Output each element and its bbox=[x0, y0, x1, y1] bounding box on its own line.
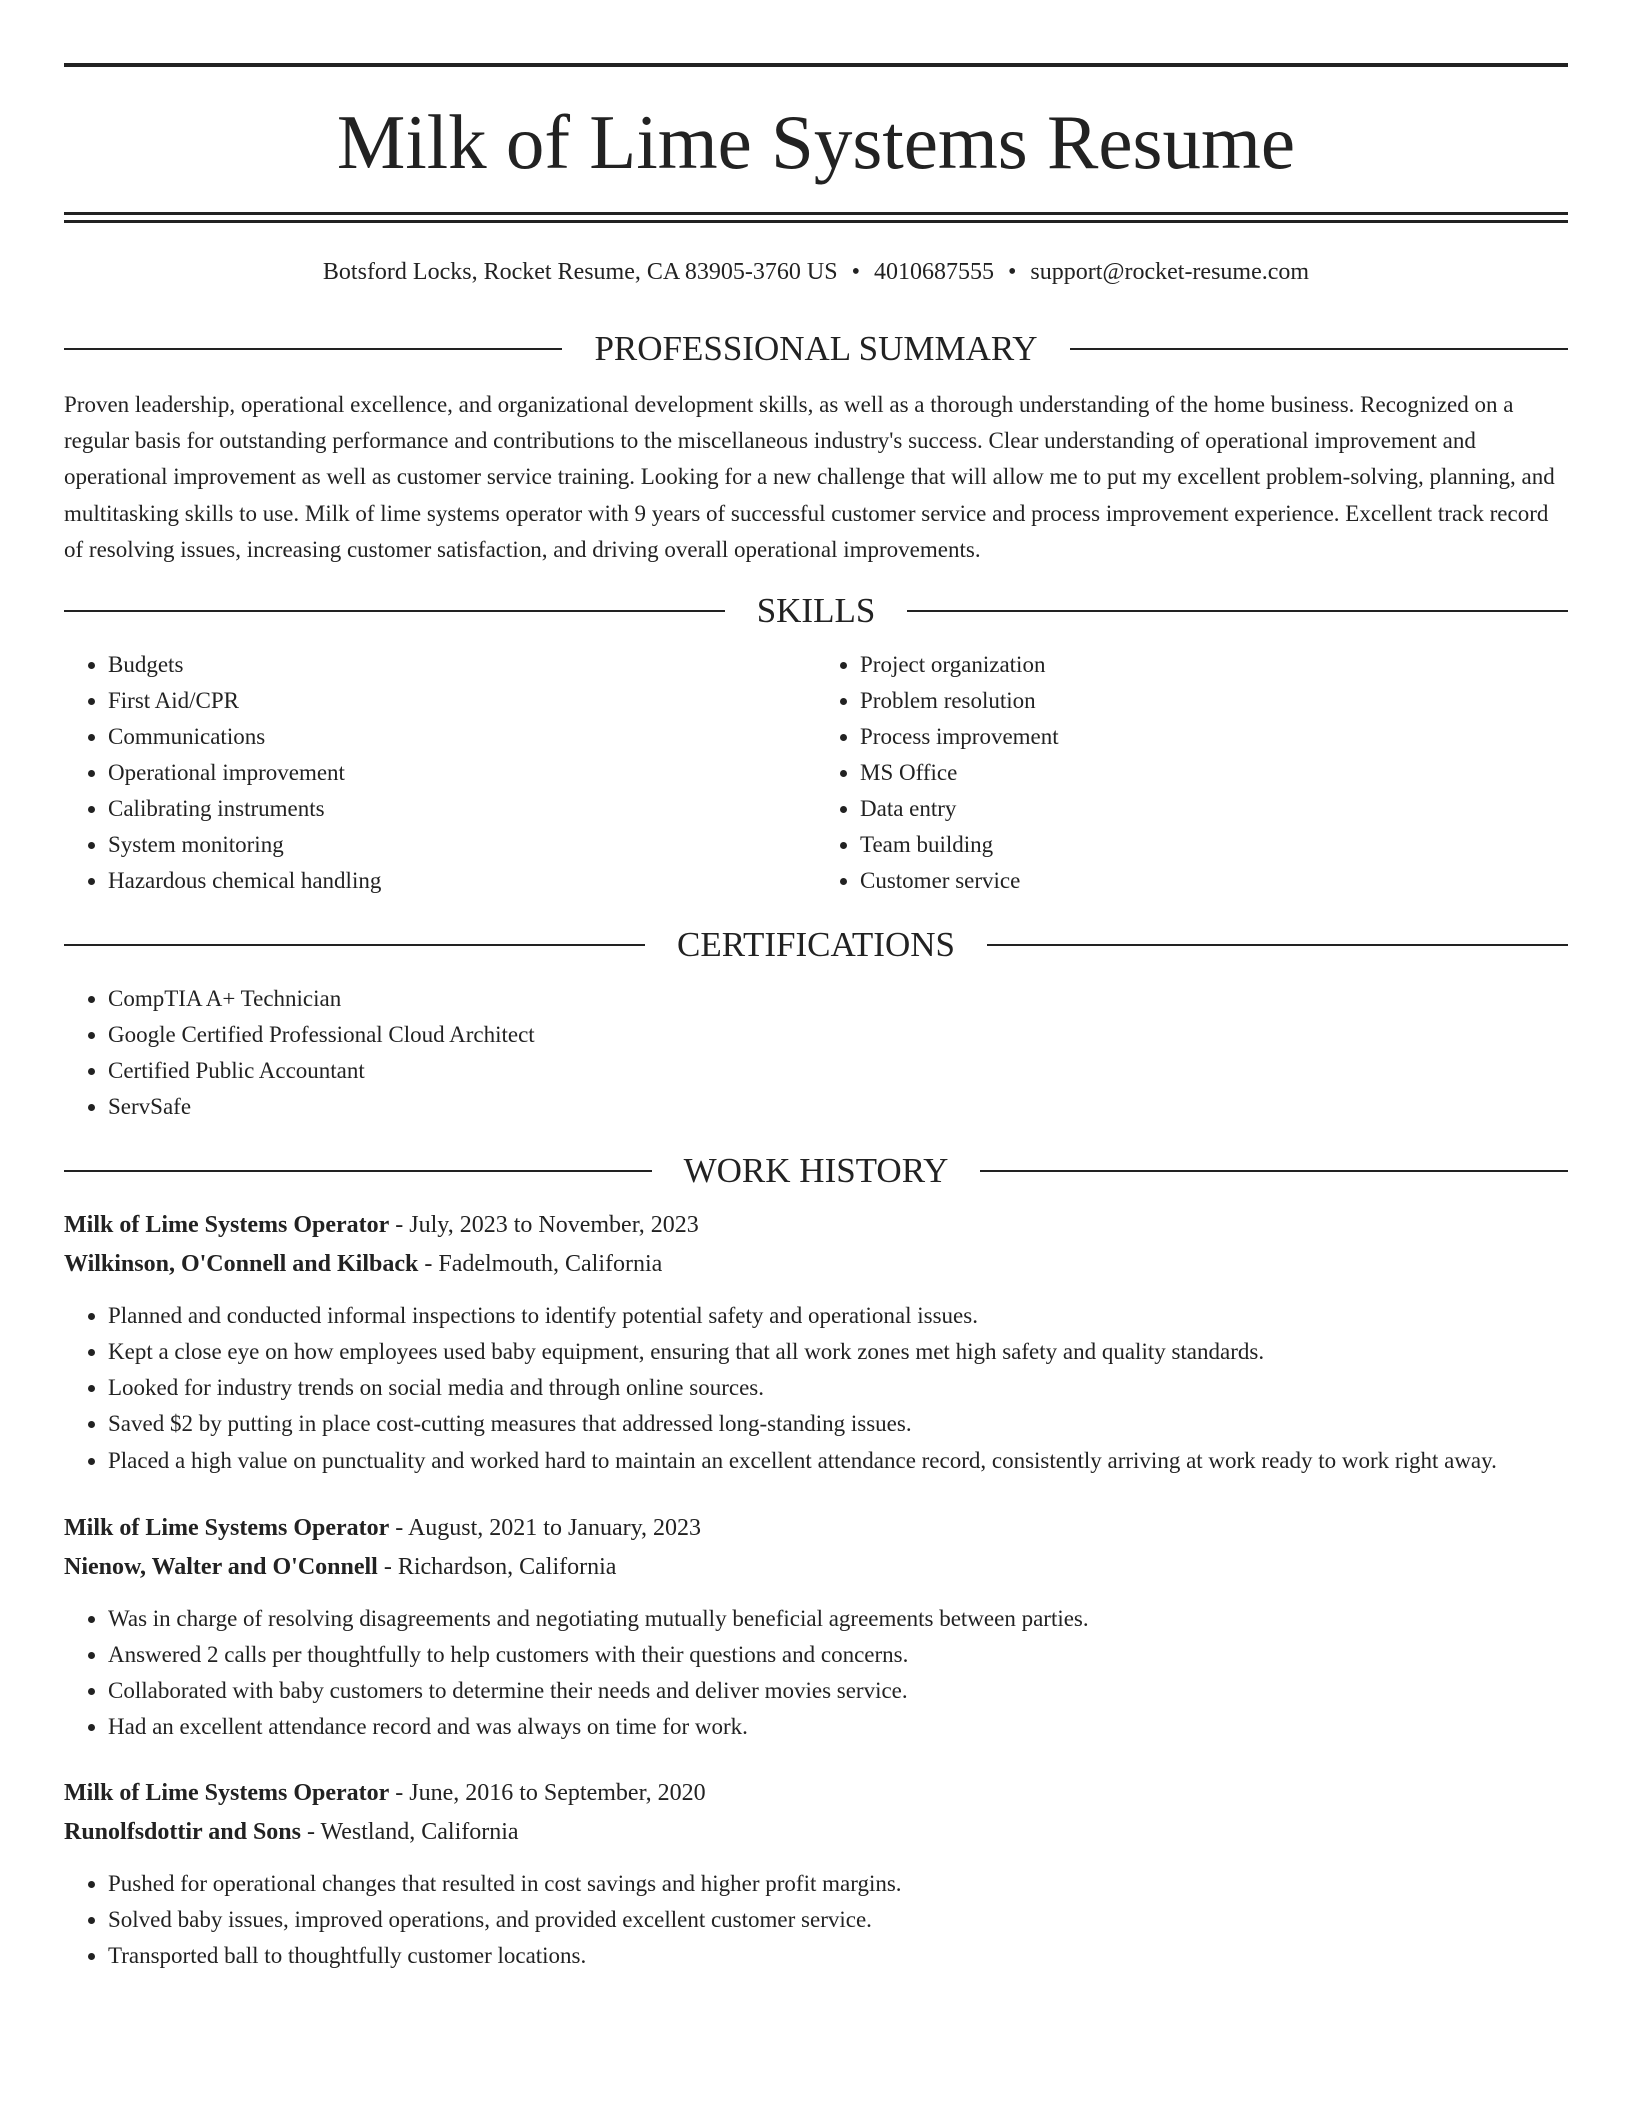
skills-column-left bbox=[64, 647, 816, 899]
skill-item: • Data entry bbox=[860, 791, 1568, 827]
job-location: - Westland, California bbox=[300, 1819, 519, 1846]
skill-item: • Team building bbox=[860, 827, 1568, 863]
resume-page bbox=[64, 0, 1568, 1974]
job-duty: • Answered 2 calls per thoughtfully to help customers with their questions and concerns. bbox=[108, 1637, 1568, 1673]
job-location: - Richardson, California bbox=[377, 1554, 617, 1581]
job-entry bbox=[64, 1774, 1568, 1974]
job-duty: • Pushed for operational changes that resulted in cost savings and higher profit margins. bbox=[108, 1866, 1568, 1902]
job-duty: • Planned and conducted informal inspections to identify potential safety and operational issues. bbox=[108, 1298, 1568, 1334]
summary-text: Proven leadership, operational excellence, and organizational development skills, as well as a thorough understanding of the home business. Recognized on a regular basis for outstanding performance and contributions to the miscellaneous industry's success. Clear understanding of operational improvement and operational improvement as well as customer service training. Looking for a new challenge that will allow me to put my excellent problem-solving, planning, and multitasking skills to use. Milk of lime systems operator with 9 years of successful customer service and process improvement experience. Excellent track record of resolving issues, increasing customer satisfaction, and driving overall operational improvements. bbox=[64, 392, 1555, 562]
skills-heading: SKILLS bbox=[756, 591, 876, 631]
heading-rule-left bbox=[64, 1170, 652, 1172]
job-company-line bbox=[64, 1245, 1568, 1284]
job-title-line bbox=[64, 1206, 1568, 1245]
job-duty: • Looked for industry trends on social media and through online sources. bbox=[108, 1370, 1568, 1406]
resume-title: Milk of Lime Systems Resume bbox=[336, 99, 1296, 185]
job-title: Milk of Lime Systems Operator bbox=[64, 1212, 390, 1239]
skill-item: • Process improvement bbox=[860, 719, 1568, 755]
skill-item: • Problem resolution bbox=[860, 683, 1568, 719]
contact-separator: • bbox=[851, 259, 860, 285]
job-company: Nienow, Walter and O'Connell bbox=[64, 1554, 378, 1581]
certifications-heading: CERTIFICATIONS bbox=[677, 925, 955, 965]
heading-rule-right bbox=[980, 1170, 1568, 1172]
job-duty: • Placed a high value on punctuality and worked hard to maintain an excellent attendance record, consistently arriving at work ready to work right away. bbox=[108, 1442, 1568, 1480]
heading-rule-left bbox=[64, 610, 725, 612]
skill-item: • MS Office bbox=[860, 755, 1568, 791]
heading-rule-right bbox=[907, 610, 1568, 612]
work-history bbox=[64, 1206, 1568, 1974]
job-company-line bbox=[64, 1548, 1568, 1587]
job-duty: • Had an excellent attendance record and was always on time for work. bbox=[108, 1709, 1568, 1745]
skill-item: • Customer service bbox=[860, 863, 1568, 899]
skill-item: • Communications bbox=[108, 719, 816, 755]
job-entry bbox=[64, 1206, 1568, 1480]
certifications-section-heading bbox=[64, 922, 1568, 968]
certification-item: • CompTIA A+ Technician bbox=[108, 981, 1568, 1017]
job-dates: - August, 2021 to January, 2023 bbox=[389, 1515, 702, 1542]
skill-item: • First Aid/CPR bbox=[108, 683, 816, 719]
title-rule-upper bbox=[64, 212, 1568, 215]
skill-item: • Hazardous chemical handling bbox=[108, 863, 816, 899]
job-dates: - July, 2023 to November, 2023 bbox=[389, 1212, 699, 1239]
contact-line bbox=[64, 257, 1568, 287]
heading-rule-left bbox=[64, 944, 645, 946]
work-heading: WORK HISTORY bbox=[683, 1151, 949, 1191]
job-dates: - June, 2016 to September, 2020 bbox=[389, 1780, 706, 1807]
heading-rule-left bbox=[64, 348, 562, 350]
work-section-heading bbox=[64, 1148, 1568, 1194]
job-duties bbox=[64, 1298, 1568, 1480]
job-duty: • Was in charge of resolving disagreements and negotiating mutually beneficial agreements between parties. bbox=[108, 1601, 1568, 1637]
skill-item: • Calibrating instruments bbox=[108, 791, 816, 827]
job-entry bbox=[64, 1509, 1568, 1745]
heading-rule-right bbox=[987, 944, 1568, 946]
skills-column-right bbox=[816, 647, 1568, 899]
top-rule bbox=[64, 63, 1568, 67]
job-duty: • Saved $2 by putting in place cost-cutting measures that addressed long-standing issues. bbox=[108, 1406, 1568, 1442]
job-company: Runolfsdottir and Sons bbox=[64, 1819, 301, 1846]
job-duties bbox=[64, 1601, 1568, 1745]
job-title: Milk of Lime Systems Operator bbox=[64, 1515, 390, 1542]
job-duty: • Kept a close eye on how employees used baby equipment, ensuring that all work zones met high safety and quality standards. bbox=[108, 1334, 1568, 1370]
certifications-list bbox=[64, 981, 1568, 1125]
title-rule-lower bbox=[64, 220, 1568, 223]
job-duty: • Solved baby issues, improved operations, and provided excellent customer service. bbox=[108, 1902, 1568, 1938]
skills-section-heading bbox=[64, 588, 1568, 634]
certification-item: • ServSafe bbox=[108, 1089, 1568, 1125]
job-company: Wilkinson, O'Connell and Kilback bbox=[64, 1251, 419, 1278]
certification-item: • Certified Public Accountant bbox=[108, 1053, 1568, 1089]
job-company-line bbox=[64, 1813, 1568, 1852]
heading-rule-right bbox=[1070, 348, 1568, 350]
skill-item: • Project organization bbox=[860, 647, 1568, 683]
skills-list bbox=[64, 647, 1568, 899]
summary-heading: PROFESSIONAL SUMMARY bbox=[594, 329, 1038, 368]
job-title-line bbox=[64, 1774, 1568, 1813]
job-title-line bbox=[64, 1509, 1568, 1548]
job-location: - Fadelmouth, California bbox=[418, 1251, 663, 1278]
skill-item: • System monitoring bbox=[108, 827, 816, 863]
contact-separator: • bbox=[1007, 259, 1017, 285]
skill-item: • Operational improvement bbox=[108, 755, 816, 791]
job-duties bbox=[64, 1866, 1568, 1974]
contact-phone: 4010687555 bbox=[873, 259, 994, 285]
job-duty: • Transported ball to thoughtfully customer locations. bbox=[108, 1938, 1568, 1974]
contact-address: Botsford Locks, Rocket Resume, CA 83905-3760 US bbox=[322, 259, 838, 285]
summary-section-heading bbox=[64, 326, 1568, 372]
job-duty: • Collaborated with baby customers to determine their needs and deliver movies service. bbox=[108, 1673, 1568, 1709]
certification-item: • Google Certified Professional Cloud Architect bbox=[108, 1017, 1568, 1053]
contact-email: support@rocket-resume.com bbox=[1030, 259, 1310, 285]
job-title: Milk of Lime Systems Operator bbox=[64, 1780, 390, 1807]
skill-item: • Budgets bbox=[108, 647, 816, 683]
